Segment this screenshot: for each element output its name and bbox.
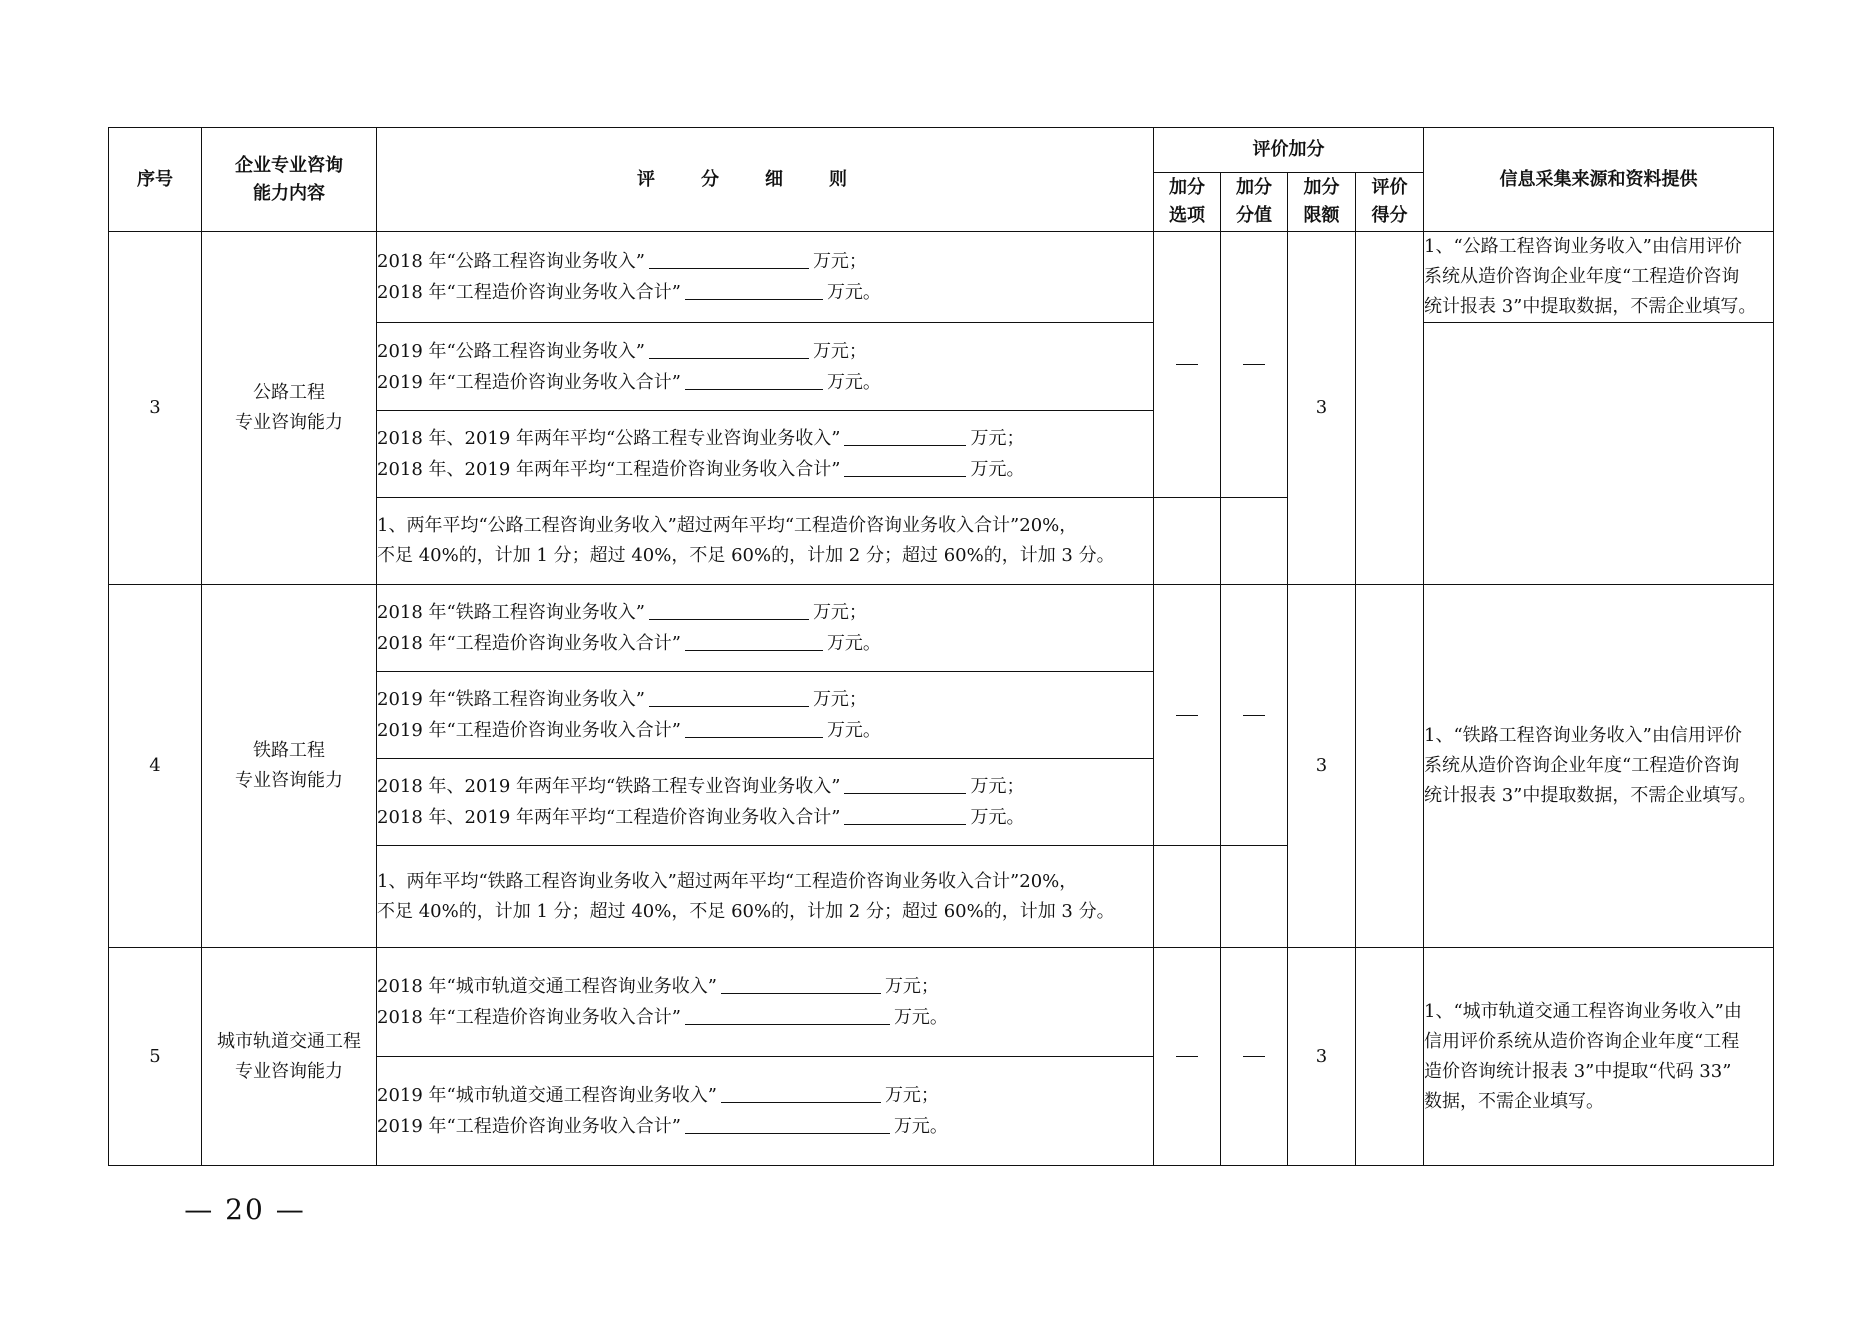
dash-mark (1176, 1056, 1198, 1057)
capability-name: 公路工程 专业咨询能力 (202, 232, 377, 585)
seq-cell: 3 (109, 232, 202, 585)
fill-blank[interactable] (649, 336, 809, 359)
bonus-option-cell (1154, 232, 1221, 498)
bonus-option-cell (1154, 846, 1221, 948)
capability-name: 铁路工程 专业咨询能力 (202, 585, 377, 948)
header-rules: 评分细则 (377, 128, 1154, 232)
rule-cell: 2018 年“公路工程咨询业务收入” 万元； 2018 年“工程造价咨询业务收入合计” 万元。 (377, 232, 1154, 323)
bonus-limit-cell: 3 (1288, 585, 1356, 948)
fill-blank[interactable] (685, 1111, 890, 1134)
eval-score-cell[interactable] (1356, 232, 1424, 585)
fill-blank[interactable] (649, 684, 809, 707)
fill-blank[interactable] (721, 971, 881, 994)
bonus-option-cell (1154, 498, 1221, 585)
bonus-option-cell (1154, 585, 1221, 846)
header-source: 信息采集来源和资料提供 (1424, 128, 1774, 232)
fill-blank[interactable] (649, 246, 809, 269)
source-cell: 1、“城市轨道交通工程咨询业务收入”由 信用评价系统从造价咨询企业年度“工程 造价咨询统计报表 3”中提取“代码 33” 数据，不需企业填写。 (1424, 948, 1774, 1166)
fill-blank[interactable] (685, 628, 823, 651)
fill-blank[interactable] (844, 802, 966, 825)
fill-blank[interactable] (685, 1002, 890, 1025)
rule-cell: 1、两年平均“铁路工程咨询业务收入”超过两年平均“工程造价咨询业务收入合计”20%， 不足 40%的，计加 1 分；超过 40%，不足 60%的，计加 2 分；超过 60%的，计加 3 分。 (377, 846, 1154, 948)
rule-cell: 2018 年、2019 年两年平均“铁路工程专业咨询业务收入” 万元； 2018 年、2019 年两年平均“工程造价咨询业务收入合计” 万元。 (377, 759, 1154, 846)
rule-cell: 1、两年平均“公路工程咨询业务收入”超过两年平均“工程造价咨询业务收入合计”20%， 不足 40%的，计加 1 分；超过 40%，不足 60%的，计加 2 分；超过 60%的，计加 3 分。 (377, 498, 1154, 585)
rule-cell: 2019 年“公路工程咨询业务收入” 万元； 2019 年“工程造价咨询业务收入合计” 万元。 (377, 323, 1154, 411)
source-cell: 1、“公路工程咨询业务收入”由信用评价 系统从造价咨询企业年度“工程造价咨询 统计报表 3”中提取数据，不需企业填写。 (1424, 232, 1774, 323)
fill-blank[interactable] (649, 597, 809, 620)
table-row (109, 948, 1774, 1057)
source-cell: 1、“铁路工程咨询业务收入”由信用评价 系统从造价咨询企业年度“工程造价咨询 统计报表 3”中提取数据，不需企业填写。 (1424, 585, 1774, 948)
header-content: 企业专业咨询 能力内容 (202, 128, 377, 232)
header-eval-group: 评价加分 (1154, 128, 1424, 173)
rule-cell: 2018 年“城市轨道交通工程咨询业务收入” 万元； 2018 年“工程造价咨询业务收入合计” 万元。 (377, 948, 1154, 1057)
bonus-value-cell (1221, 498, 1288, 585)
fill-blank[interactable] (844, 771, 966, 794)
fill-blank[interactable] (721, 1080, 881, 1103)
seq-cell: 5 (109, 948, 202, 1166)
dash-mark (1243, 364, 1265, 365)
dash-mark (1243, 1056, 1265, 1057)
dash-mark (1243, 715, 1265, 716)
dash-mark (1176, 715, 1198, 716)
source-cell-empty (1424, 323, 1774, 585)
header-seq: 序号 (109, 128, 202, 232)
bonus-value-cell (1221, 948, 1288, 1166)
header-row-1 (109, 128, 1774, 173)
fill-blank[interactable] (685, 715, 823, 738)
fill-blank[interactable] (844, 454, 966, 477)
seq-cell: 4 (109, 585, 202, 948)
table-row (109, 232, 1774, 323)
rule-cell: 2019 年“铁路工程咨询业务收入” 万元； 2019 年“工程造价咨询业务收入合计” 万元。 (377, 672, 1154, 759)
capability-name: 城市轨道交通工程 专业咨询能力 (202, 948, 377, 1166)
fill-blank[interactable] (685, 367, 823, 390)
rule-cell: 2018 年、2019 年两年平均“公路工程专业咨询业务收入” 万元； 2018 年、2019 年两年平均“工程造价咨询业务收入合计” 万元。 (377, 411, 1154, 498)
bonus-value-cell (1221, 232, 1288, 498)
header-bonus-limit: 加分 限额 (1288, 173, 1356, 232)
table-row (109, 585, 1774, 672)
scoring-table (108, 127, 1774, 1166)
bonus-value-cell (1221, 846, 1288, 948)
bonus-limit-cell: 3 (1288, 948, 1356, 1166)
rule-cell: 2019 年“城市轨道交通工程咨询业务收入” 万元； 2019 年“工程造价咨询业务收入合计” 万元。 (377, 1057, 1154, 1166)
rule-cell: 2018 年“铁路工程咨询业务收入” 万元； 2018 年“工程造价咨询业务收入合计” 万元。 (377, 585, 1154, 672)
header-eval-score: 评价 得分 (1356, 173, 1424, 232)
bonus-value-cell (1221, 585, 1288, 846)
bonus-limit-cell: 3 (1288, 232, 1356, 585)
fill-blank[interactable] (844, 423, 966, 446)
bonus-option-cell (1154, 948, 1221, 1166)
eval-score-cell[interactable] (1356, 585, 1424, 948)
header-bonus-value: 加分 分值 (1221, 173, 1288, 232)
page-number: — 20 — (184, 1193, 306, 1226)
header-bonus-option: 加分 选项 (1154, 173, 1221, 232)
eval-score-cell[interactable] (1356, 948, 1424, 1166)
dash-mark (1176, 364, 1198, 365)
fill-blank[interactable] (685, 277, 823, 300)
